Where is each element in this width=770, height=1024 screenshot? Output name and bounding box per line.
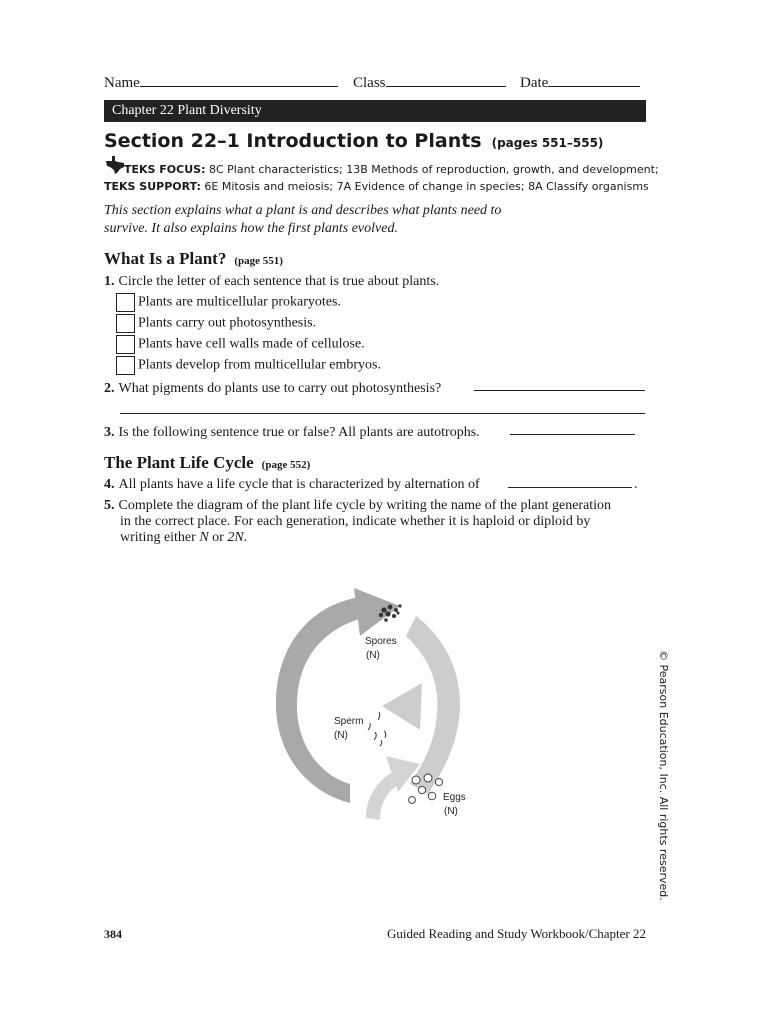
question-number: 1. bbox=[104, 274, 115, 289]
option-text: Plants develop from multicellular embryos. bbox=[138, 357, 382, 373]
eggs-icon bbox=[409, 774, 443, 803]
plant-life-cycle-diagram bbox=[270, 588, 470, 828]
answer-line-2b[interactable] bbox=[120, 413, 645, 414]
copyright-notice: © Pearson Education, Inc. All rights reserved. bbox=[657, 650, 670, 901]
teks-focus-text: 8C Plant characteristics; 13B Methods of reproduction, growth, and development; bbox=[209, 163, 659, 176]
question-2 bbox=[104, 381, 441, 397]
question-text: All plants have a life cycle that is characterized by alternation of bbox=[118, 477, 480, 492]
book-title: Guided Reading and Study Workbook/Chapter 22 bbox=[386, 926, 646, 941]
question-4 bbox=[104, 477, 480, 493]
page-number: 384 bbox=[104, 927, 122, 941]
spores-ploidy: (N) bbox=[366, 650, 380, 661]
teks-support-label: TEKS SUPPORT: bbox=[104, 180, 201, 193]
name-label: Name bbox=[104, 75, 140, 91]
date-label: Date bbox=[520, 75, 549, 91]
sperm-ploidy: (N) bbox=[334, 730, 348, 741]
intro-line-2: survive. It also explains how the first plants evolved. bbox=[104, 221, 398, 236]
teks-focus-label: TEKS FOCUS: bbox=[124, 163, 206, 176]
option-text: Plants carry out photosynthesis. bbox=[138, 315, 317, 331]
heading-pages: (page 552) bbox=[261, 459, 311, 471]
option-d[interactable] bbox=[116, 356, 381, 377]
teks-support bbox=[104, 180, 649, 193]
haploid-symbol: N bbox=[199, 530, 209, 545]
class-field[interactable] bbox=[353, 72, 506, 92]
section-title bbox=[104, 130, 603, 152]
eggs-ploidy: (N) bbox=[444, 806, 458, 817]
text: . bbox=[243, 530, 248, 545]
period: . bbox=[634, 477, 638, 492]
cycle-arrow-bottom bbox=[366, 756, 420, 820]
option-a[interactable] bbox=[116, 293, 341, 314]
sperm-label: Sperm bbox=[334, 716, 364, 727]
answer-line-2a[interactable] bbox=[474, 390, 645, 391]
chapter-bar: Chapter 22 Plant Diversity bbox=[104, 100, 646, 122]
question-5-line-2: in the correct place. For each generation, indicate whether it is haploid or diploid by bbox=[120, 514, 591, 529]
question-number: 3. bbox=[104, 425, 115, 440]
text: or bbox=[208, 530, 228, 545]
section-title-text: Section 22–1 Introduction to Plants bbox=[104, 130, 482, 152]
option-checkbox[interactable] bbox=[116, 293, 135, 312]
cycle-arrow-left bbox=[276, 588, 400, 803]
option-checkbox[interactable] bbox=[116, 314, 135, 333]
option-checkbox[interactable] bbox=[116, 335, 135, 354]
sperm-icon bbox=[368, 712, 386, 746]
question-text: What pigments do plants use to carry out photosynthesis? bbox=[118, 381, 442, 396]
question-5 bbox=[104, 498, 611, 514]
question-text: Complete the diagram of the plant life cycle by writing the name of the plant generation bbox=[118, 498, 612, 513]
question-3 bbox=[104, 425, 480, 441]
texas-icon bbox=[104, 155, 126, 175]
heading-what-is-a-plant bbox=[104, 249, 283, 269]
heading-text: The Plant Life Cycle bbox=[104, 453, 254, 472]
answer-line-4[interactable] bbox=[508, 487, 632, 488]
spores-label: Spores bbox=[365, 636, 397, 647]
heading-plant-life-cycle bbox=[104, 453, 310, 473]
name-field[interactable] bbox=[104, 72, 338, 92]
question-5-line-3 bbox=[120, 530, 247, 546]
option-checkbox[interactable] bbox=[116, 356, 135, 375]
intro-line-1: This section explains what a plant is and describes what plants need to bbox=[104, 203, 502, 218]
question-text: Circle the letter of each sentence that is true about plants. bbox=[118, 274, 440, 289]
question-number: 4. bbox=[104, 477, 115, 492]
date-field[interactable] bbox=[520, 72, 640, 92]
diploid-symbol: 2N bbox=[227, 530, 244, 545]
question-number: 5. bbox=[104, 498, 115, 513]
teks-support-text: 6E Mitosis and meiosis; 7A Evidence of change in species; 8A Classify organisms bbox=[204, 180, 649, 193]
option-c[interactable] bbox=[116, 335, 365, 356]
eggs-label: Eggs bbox=[443, 792, 466, 803]
option-b[interactable] bbox=[116, 314, 316, 335]
text: writing either bbox=[120, 530, 200, 545]
header-fields bbox=[104, 72, 646, 92]
heading-text: What Is a Plant? bbox=[104, 249, 227, 268]
question-text: Is the following sentence true or false? All plants are autotrophs. bbox=[118, 425, 480, 440]
option-text: Plants are multicellular prokaryotes. bbox=[138, 294, 341, 310]
answer-line-3[interactable] bbox=[510, 434, 635, 435]
question-number: 2. bbox=[104, 381, 115, 396]
class-label: Class bbox=[353, 75, 386, 91]
question-1 bbox=[104, 274, 439, 290]
heading-pages: (page 551) bbox=[234, 255, 283, 267]
section-pages: (pages 551–555) bbox=[491, 136, 604, 150]
option-text: Plants have cell walls made of cellulose. bbox=[138, 336, 365, 352]
teks-focus bbox=[124, 163, 659, 176]
